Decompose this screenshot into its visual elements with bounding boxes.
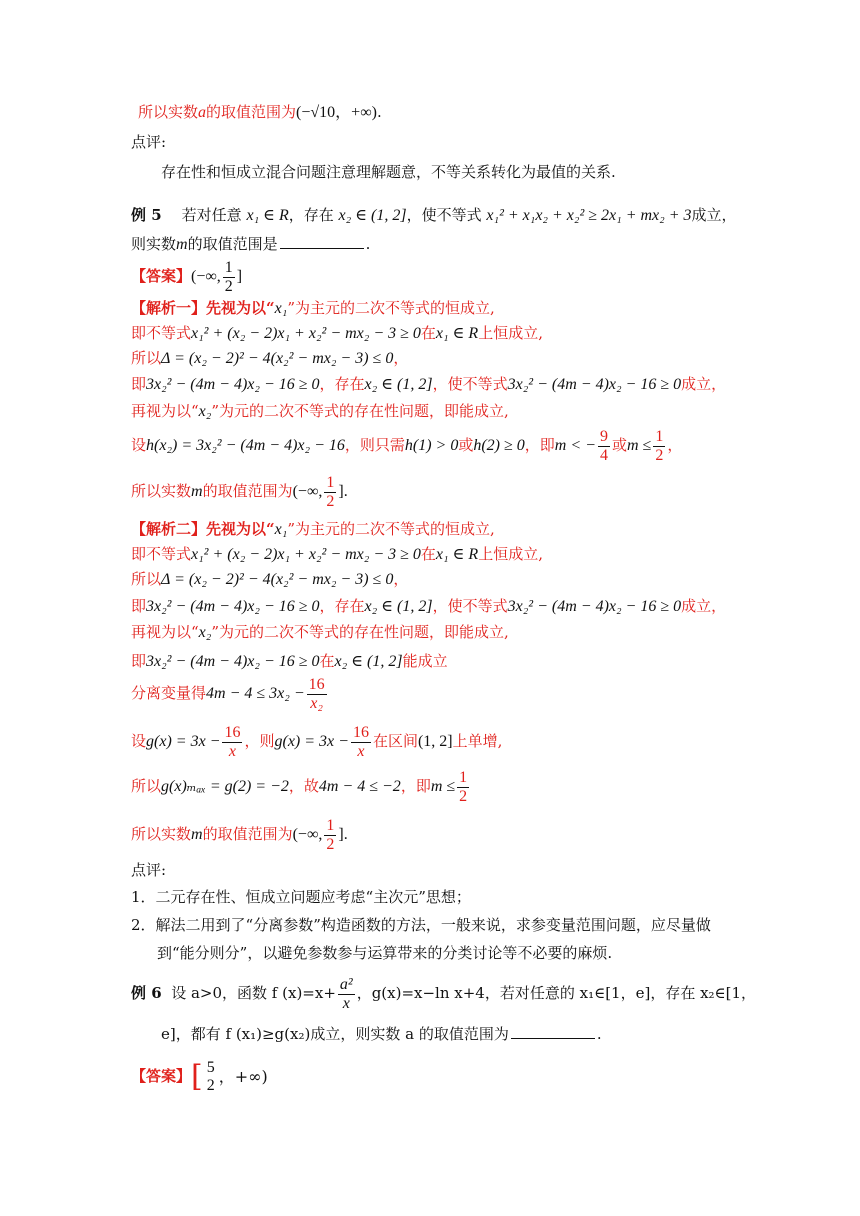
solution-2-line-3: 所以Δ = (x₂ − 2)² − 4(x₂² − mx₂ − 3) ≤ 0， (131, 570, 409, 588)
period: . (376, 103, 382, 121)
example-6-line-2: e]，都有 f (x₁)≥g(x₂)成立，则实数 a 的取值范围为 . (161, 1025, 602, 1043)
text: 的取值范围是 (187, 235, 278, 253)
period: . (365, 235, 371, 253)
math: ] (236, 268, 243, 285)
answer-label: 【答案】 (131, 1067, 192, 1085)
example-6-line-1: 例 6 设 a>0，函数 f (x)=x+ $\frac{\text{a²}}{x}$ ，g(x)=x−ln x+4，若对任意的 x₁∈[1，e]，存在 x₂∈[1， (131, 975, 757, 1012)
solution-1-line-2: 即不等式x₁² + (x₂ − 2)x₁ + x₂² − mx₂ − 3 ≥ 0在x₁ ∈ R上恒成立, (131, 324, 543, 342)
text: 所以实数 (138, 103, 199, 121)
example-label: 例 5 (131, 206, 162, 224)
example-5-line-1 (131, 204, 737, 227)
solution-2-line-2: 即不等式x₁² + (x₂ − 2)x₁ + x₂² − mx₂ − 3 ≥ 0在x₁ ∈ R上恒成立, (131, 545, 543, 563)
math: x₂ ∈ (1, 2] (338, 207, 407, 224)
interval-answer: (−√10，+∞) (296, 104, 377, 121)
answer-5 (131, 258, 242, 296)
solution-2-result: 所以实数m的取值范围为(−∞, $\frac{1}{2}$ ]. (131, 816, 348, 853)
comment-point-1: 1．二元存在性、恒成立问题应考虑“主次元”思想； (131, 888, 471, 906)
var-a: a (198, 104, 207, 121)
text: 成立， (691, 206, 737, 224)
solution-1-line-3: 所以Δ = (x₂ − 2)² − 4(x₂² − mx₂ − 3) ≤ 0， (131, 349, 409, 367)
answer-blank (280, 234, 364, 249)
comment-point-2-cont: 到“能分则分”，以避免参数参与运算带来的分类讨论等不必要的麻烦. (157, 944, 613, 962)
comment-point-2: 2．解法二用到了“分离参数”构造函数的方法，一般来说，求参变量范围问题，应尽量做 (131, 916, 711, 934)
comment-label: 点评: (131, 133, 167, 151)
comment-text: 存在性和恒成立混合问题注意理解题意，不等关系转化为最值的关系. (161, 163, 616, 181)
line-01 (138, 101, 382, 124)
fraction: $\frac{1}{2}$ (224, 258, 233, 295)
math: x₁ ∈ R (246, 207, 289, 224)
text: 的取值范围为 (206, 103, 297, 121)
example-label: 例 6 (131, 984, 162, 1002)
math: x₁² + x₁x₂ + x₂² ≥ 2x₁ + mx₂ + 3 (486, 207, 692, 224)
answer-label: 【答案】 (131, 267, 192, 285)
text: ，存在 (288, 206, 334, 224)
solution-1-line-5: 再视为以“x₂”为元的二次不等式的存在性问题，即能成立, (131, 402, 509, 420)
answer-6: 【答案】[ 5 2 ，+∞) (131, 1059, 268, 1094)
comment-label-2: 点评: (131, 861, 167, 879)
solution-2-line-9: 所以g(x)ₘₐₓ = g(2) = −2，故4m − 4 ≤ −2，即m ≤ $\frac{1}{2}$ (131, 768, 468, 805)
math: m (176, 236, 188, 253)
answer-blank (511, 1024, 595, 1039)
text: 则实数 (131, 235, 177, 253)
solution-2-line-8: 设g(x) = 3x − $\frac{16}{x}$ ，则g(x) = 3x − $\frac{16}{x}$ 在区间(1, 2]上单增, (131, 723, 503, 760)
text: ，使不等式 (406, 206, 482, 224)
text: 若对任意 (181, 206, 242, 224)
example-5-line-2 (131, 233, 370, 256)
solution-1-line-4: 即3x₂² − (4m − 4)x₂ − 16 ≥ 0，存在x₂ ∈ (1, 2]，使不等式3x₂² − (4m − 4)x₂ − 16 ≥ 0成立， (131, 375, 727, 393)
solution-2-line-4: 即3x₂² − (4m − 4)x₂ − 16 ≥ 0，存在x₂ ∈ (1, 2]，使不等式3x₂² − (4m − 4)x₂ − 16 ≥ 0成立， (131, 597, 727, 615)
solution-1-line-1: 【解析一】先视为以“x₁”为主元的二次不等式的恒成立, (131, 299, 495, 317)
solution-1-line-6: 设h(x₂) = 3x₂² − (4m − 4)x₂ − 16，则只需h(1) > 0或h(2) ≥ 0，即m < − $\frac{9}{4}$ 或m ≤ $\frac{1}{2}$ ， (131, 427, 683, 464)
math: (−∞, (191, 268, 221, 285)
solution-2-line-1: 【解析二】先视为以“x₁”为主元的二次不等式的恒成立, (131, 520, 495, 538)
solution-2-line-5: 再视为以“x₂”为元的二次不等式的存在性问题，即能成立, (131, 623, 509, 641)
solution-2-line-7: 分离变量得4m − 4 ≤ 3x₂ − $\frac{16}{\text{x₂}}$ (131, 675, 325, 712)
solution-1-result: 所以实数m的取值范围为(−∞, $\frac{1}{2}$ ]. (131, 473, 348, 510)
solution-2-line-6: 即3x₂² − (4m − 4)x₂ − 16 ≥ 0在x₂ ∈ (1, 2]能成立 (131, 652, 448, 670)
